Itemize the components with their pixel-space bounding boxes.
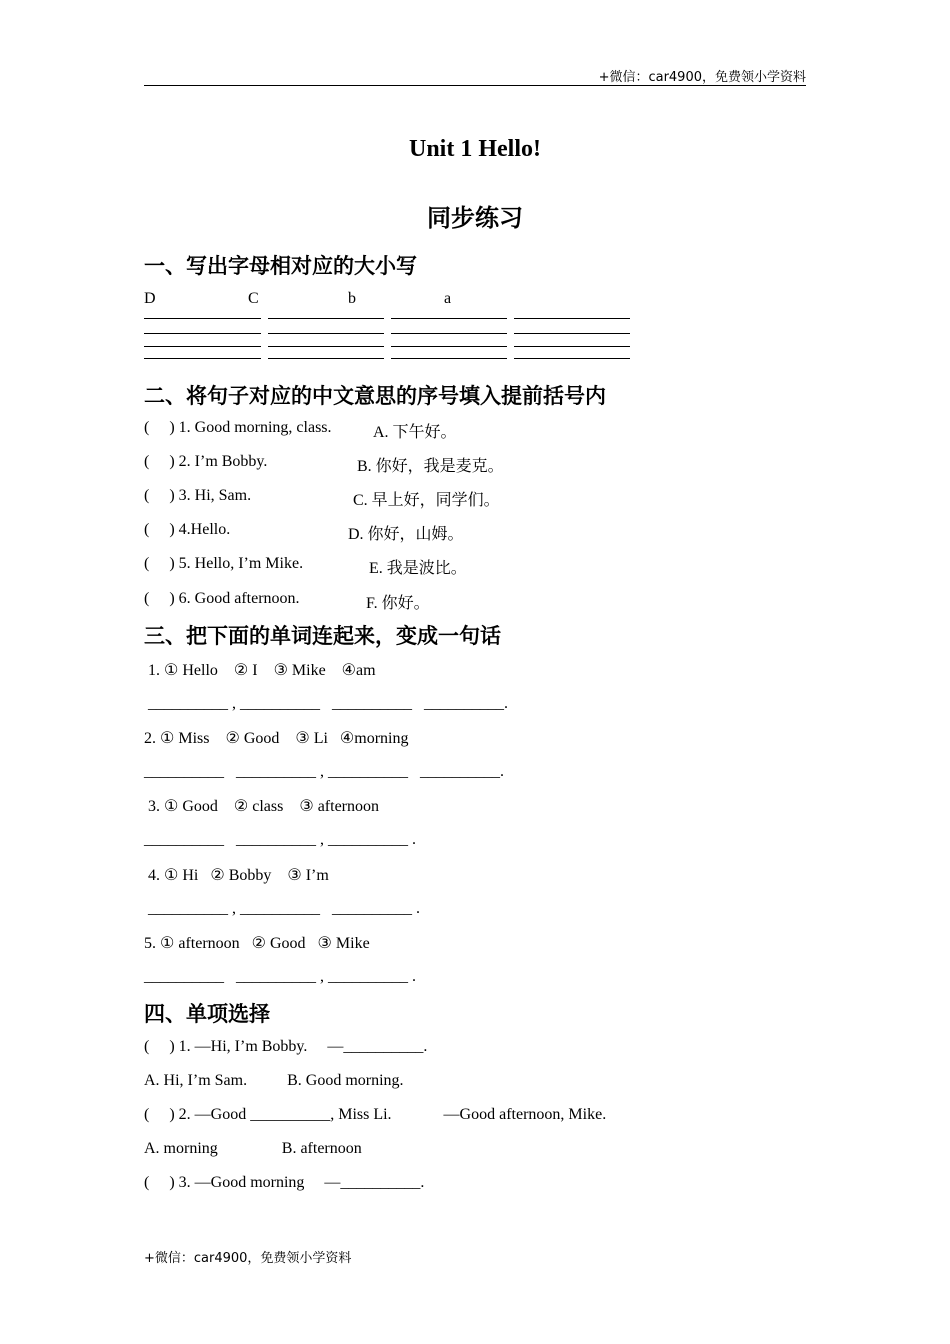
section2-heading: 二、将句子对应的中文意思的序号填入提前括号内 xyxy=(144,384,606,408)
choice-question-1: ( ) 1. —Hi, I’m Bobby. —__________. xyxy=(144,1038,428,1055)
header-note: +微信：car4900，免费领小学资料 xyxy=(144,66,806,86)
match-question-1: ( ) 1. Good morning, class. xyxy=(144,419,332,436)
match-question-6: ( ) 6. Good afternoon. xyxy=(144,590,300,607)
match-option-b: B. 你好，我是麦克。 xyxy=(357,458,504,475)
match-option-d: D. 你好，山姆。 xyxy=(348,526,464,543)
answer-line-4: __________ , __________ __________ . xyxy=(144,900,420,917)
match-option-a: A. 下午好。 xyxy=(373,424,457,441)
section3-heading: 三、把下面的单词连起来，变成一句话 xyxy=(144,624,501,648)
answer-line-2: __________ __________ , __________ __________. xyxy=(144,763,504,780)
answer-line-1: __________ , __________ __________ __________. xyxy=(144,695,508,712)
word-group-2: 2. ① Miss ② Good ③ Li ④morning xyxy=(144,730,409,747)
answer-line-3: __________ __________ , __________ . xyxy=(144,831,416,848)
answer-line-5: __________ __________ , __________ . xyxy=(144,968,416,985)
word-group-3: 3. ① Good ② class ③ afternoon xyxy=(144,798,379,815)
match-option-c: C. 早上好，同学们。 xyxy=(353,492,500,509)
footer-note: +微信：car4900，免费领小学资料 xyxy=(144,1251,352,1266)
match-question-4: ( ) 4.Hello. xyxy=(144,521,231,538)
match-question-5: ( ) 5. Hello, I’m Mike. xyxy=(144,555,304,572)
section4-heading: 四、单项选择 xyxy=(144,1002,270,1026)
page-subtitle: 同步练习 xyxy=(427,204,523,232)
choice-question-2: ( ) 2. —Good __________, Miss Li. —Good afternoon, Mike. xyxy=(144,1106,607,1123)
word-group-5: 5. ① afternoon ② Good ③ Mike xyxy=(144,935,370,952)
word-group-1: 1. ① Hello ② I ③ Mike ④am xyxy=(144,662,376,679)
word-group-4: 4. ① Hi ② Bobby ③ I’m xyxy=(144,867,329,884)
letter-c: C xyxy=(248,290,259,307)
choice-options-1: A. Hi, I’m Sam. B. Good morning. xyxy=(144,1072,404,1089)
choice-options-2: A. morning B. afternoon xyxy=(144,1140,362,1157)
match-question-2: ( ) 2. I’m Bobby. xyxy=(144,453,268,470)
section1-heading: 一、写出字母相对应的大小写 xyxy=(144,254,417,278)
choice-question-3: ( ) 3. —Good morning —__________. xyxy=(144,1174,425,1191)
match-option-e: E. 我是波比。 xyxy=(369,560,467,577)
match-option-f: F. 你好。 xyxy=(366,595,430,612)
match-question-3: ( ) 3. Hi, Sam. xyxy=(144,487,252,504)
page-title: Unit 1 Hello! xyxy=(409,136,541,162)
letter-b: b xyxy=(348,290,356,307)
letter-d: D xyxy=(144,290,156,307)
letter-a: a xyxy=(444,290,452,307)
